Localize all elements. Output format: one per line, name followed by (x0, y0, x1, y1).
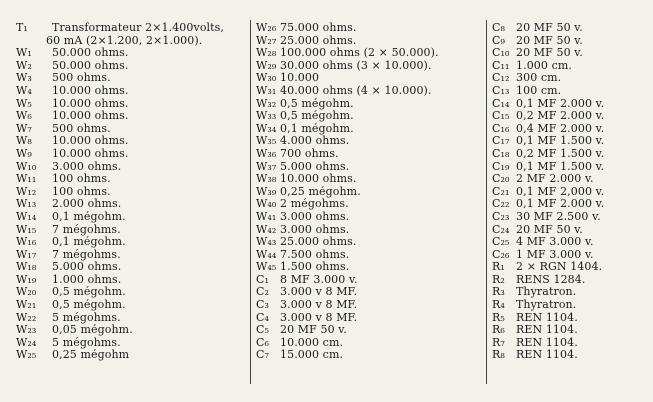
component-row (492, 186, 648, 199)
component-symbol: W₄₂ (256, 222, 277, 236)
component-row (492, 299, 648, 312)
component-value: 3.000 ohms. (280, 223, 350, 236)
component-row (492, 85, 648, 98)
component-symbol: C₆ (256, 335, 270, 349)
component-row (256, 312, 480, 325)
component-value: 20 MF 50 v. (516, 223, 583, 236)
component-value: 100 ohms. (52, 185, 111, 198)
component-row (16, 224, 248, 237)
component-symbol: W₁₇ (16, 247, 37, 261)
component-symbol: W₁₉ (16, 272, 37, 286)
component-symbol: W₂₅ (16, 348, 37, 362)
component-symbol: C₂₃ (492, 209, 510, 223)
component-row (256, 186, 480, 199)
component-value: Thyratron. (516, 286, 577, 299)
component-row (16, 349, 248, 362)
component-row (16, 186, 248, 199)
component-value: 0,25 mégohm. (280, 185, 361, 198)
component-row (492, 161, 648, 174)
component-row (492, 198, 648, 211)
component-value: 20 MF 50 v. (516, 34, 583, 47)
component-value: 10.000 cm. (280, 336, 344, 349)
component-row (492, 98, 648, 111)
component-value: 100.000 ohms (2 × 50.000). (280, 47, 439, 60)
component-symbol: R₈ (492, 348, 505, 362)
parts-column-1 (16, 22, 248, 362)
component-value: 10.000 (280, 72, 320, 85)
component-row (16, 286, 248, 299)
component-row (16, 85, 248, 98)
component-value: 1 MF 3.000 v. (516, 248, 594, 261)
component-row (492, 211, 648, 224)
component-row (256, 211, 480, 224)
component-row (492, 22, 648, 35)
component-row (16, 211, 248, 224)
component-row (16, 35, 248, 48)
component-symbol: W₃₂ (256, 96, 277, 110)
component-symbol: C₁₁ (492, 58, 510, 72)
component-symbol: W₁ (16, 46, 32, 60)
component-value: 0,1 mégohm. (280, 122, 354, 135)
component-symbol: C₉ (492, 33, 506, 47)
component-symbol: W₃₁ (256, 83, 277, 97)
component-value: 7.500 ohms. (280, 248, 350, 261)
component-symbol: W₉ (16, 146, 32, 160)
component-symbol: W₂₇ (256, 33, 277, 47)
component-symbol: W₁₅ (16, 222, 37, 236)
component-row (16, 60, 248, 73)
component-value: 0,1 MF 2.000 v. (516, 97, 605, 110)
component-value: 0,1 MF 1.500 v. (516, 160, 605, 173)
component-row (256, 261, 480, 274)
component-symbol: W₂₂ (16, 310, 37, 324)
component-value: 30 MF 2.500 v. (516, 210, 601, 223)
component-value: 7 mégohms. (52, 223, 121, 236)
component-value: 15.000 cm. (280, 349, 344, 362)
component-symbol: W₂₄ (16, 335, 37, 349)
component-value: 50.000 ohms. (52, 59, 129, 72)
component-symbol: W₃ (16, 71, 32, 85)
component-row (256, 123, 480, 136)
component-symbol: W₃₅ (256, 134, 277, 148)
component-row (492, 123, 648, 136)
component-symbol: R₃ (492, 285, 505, 299)
component-symbol: C₁₀ (492, 46, 510, 60)
component-value: 7 mégohms. (52, 248, 121, 261)
component-row (256, 274, 480, 287)
component-symbol: W₁₀ (16, 159, 37, 173)
component-symbol: C₁₆ (492, 121, 510, 135)
component-value: 5 mégohms. (52, 336, 121, 349)
component-row (492, 60, 648, 73)
component-value: 0,05 mégohm. (52, 324, 133, 337)
component-symbol: W₂₉ (256, 58, 277, 72)
component-row (16, 299, 248, 312)
component-value: 10.000 ohms. (52, 135, 129, 148)
component-value: 3.000 ohms. (280, 210, 350, 223)
component-symbol: R₅ (492, 310, 505, 324)
component-row (256, 286, 480, 299)
component-value: 0,2 MF 2.000 v. (516, 110, 605, 123)
component-row (16, 249, 248, 262)
component-row (492, 35, 648, 48)
component-row (492, 312, 648, 325)
column-divider (250, 20, 251, 384)
component-value: 3.000 ohms. (52, 160, 122, 173)
column-divider (486, 20, 487, 384)
component-symbol: W₁₃ (16, 197, 37, 211)
component-row (256, 337, 480, 350)
component-symbol: W₂₆ (256, 21, 277, 34)
component-value: 0,1 MF 2.000 v. (516, 198, 605, 211)
component-symbol: W₃₇ (256, 159, 277, 173)
component-value: 10.000 ohms. (280, 173, 357, 186)
component-row (492, 148, 648, 161)
component-symbol: C₁₇ (492, 134, 510, 148)
component-symbol: R₆ (492, 323, 505, 337)
component-value: 10.000 ohms. (52, 84, 129, 97)
component-symbol: C₁₃ (492, 83, 510, 97)
component-row (16, 198, 248, 211)
component-symbol: W₂₈ (256, 46, 277, 60)
component-row (256, 98, 480, 111)
component-value: 1.000 cm. (516, 59, 572, 72)
component-row (256, 35, 480, 48)
component-value: 0,25 mégohm (52, 349, 130, 362)
component-symbol: W₃₆ (256, 146, 277, 160)
component-row (492, 337, 648, 350)
component-symbol: W₃₃ (256, 109, 277, 123)
component-value: 2.000 ohms. (52, 198, 122, 211)
component-value: 5.000 ohms. (280, 160, 350, 173)
component-value: 30.000 ohms (3 × 10.000). (280, 59, 432, 72)
component-value: 0,1 MF 2,000 v. (516, 185, 605, 198)
component-row (256, 324, 480, 337)
component-symbol: R₄ (492, 298, 505, 312)
component-row (492, 47, 648, 60)
component-symbol: W₇ (16, 121, 32, 135)
component-row (16, 337, 248, 350)
component-symbol: C₁₂ (492, 71, 510, 85)
component-value: 10.000 ohms. (52, 147, 129, 160)
component-row (16, 148, 248, 161)
component-row (492, 110, 648, 123)
component-row (492, 173, 648, 186)
component-symbol: C₂₆ (492, 247, 510, 261)
component-row (16, 135, 248, 148)
component-value: 3.000 v 8 MF. (280, 311, 358, 324)
component-row (256, 135, 480, 148)
component-symbol: W₄₅ (256, 260, 277, 274)
component-value: REN 1104. (516, 311, 578, 324)
component-value: 0,2 MF 1.500 v. (516, 147, 605, 160)
component-value: 60 mA (2×1.200, 2×1.000). (46, 34, 203, 47)
component-value: 20 MF 50 v. (516, 47, 583, 60)
component-row (256, 72, 480, 85)
component-value: 40.000 ohms (4 × 10.000). (280, 84, 432, 97)
component-value: 0,1 MF 1.500 v. (516, 135, 605, 148)
component-row (256, 349, 480, 362)
component-value: 20 MF 50 v. (280, 324, 347, 337)
component-value: 5.000 ohms. (52, 261, 122, 274)
component-symbol: W₁₁ (16, 172, 37, 186)
component-symbol: W₁₄ (16, 209, 37, 223)
component-symbol: C₅ (256, 323, 270, 337)
component-symbol: W₄₄ (256, 247, 277, 261)
component-value: 2 mégohms. (280, 198, 349, 211)
component-value: 100 cm. (516, 84, 562, 97)
component-value: Thyratron. (516, 299, 577, 312)
component-symbol: C₂ (256, 285, 270, 299)
component-symbol: C₂₅ (492, 235, 510, 249)
component-row (492, 236, 648, 249)
component-row (256, 85, 480, 98)
component-row (492, 349, 648, 362)
component-row (492, 286, 648, 299)
component-value: 500 ohms. (52, 72, 111, 85)
component-row (16, 161, 248, 174)
component-value: 1.500 ohms. (280, 261, 350, 274)
component-row (256, 224, 480, 237)
component-symbol: W₃₀ (256, 71, 277, 85)
component-value: 4 MF 3.000 v. (516, 236, 594, 249)
component-symbol: W₄₃ (256, 235, 277, 249)
component-symbol: C₃ (256, 298, 270, 312)
component-symbol: W₆ (16, 109, 32, 123)
component-value: RENS 1284. (516, 273, 586, 286)
component-row (16, 173, 248, 186)
component-row (16, 312, 248, 325)
component-value: 10.000 ohms. (52, 110, 129, 123)
component-row (256, 249, 480, 262)
component-value: 0,1 mégohm. (52, 236, 126, 249)
component-symbol: C₈ (492, 21, 506, 34)
component-value: 2 MF 2.000 v. (516, 173, 594, 186)
component-symbol: W₄₁ (256, 209, 277, 223)
component-symbol: C₁₉ (492, 159, 510, 173)
component-row (16, 110, 248, 123)
component-value: 100 ohms. (52, 173, 111, 186)
component-symbol: C₁₄ (492, 96, 510, 110)
component-value: 0,5 mégohm. (280, 97, 354, 110)
component-row (16, 123, 248, 136)
component-symbol: C₂₄ (492, 222, 510, 236)
component-value: 300 cm. (516, 72, 562, 85)
component-row (16, 274, 248, 287)
parts-column-3 (492, 22, 648, 362)
component-value: 0,5 mégohm. (52, 286, 126, 299)
component-value: 8 MF 3.000 v. (280, 273, 358, 286)
component-row (16, 324, 248, 337)
component-symbol: W₃₉ (256, 184, 277, 198)
component-row (16, 72, 248, 85)
component-symbol: W₁₆ (16, 235, 37, 249)
component-row (492, 261, 648, 274)
component-value: Transformateur 2×1.400volts, (52, 22, 225, 34)
component-row (256, 22, 480, 35)
component-row (256, 148, 480, 161)
component-row (492, 224, 648, 237)
component-row (492, 135, 648, 148)
component-value: 3.000 v 8 MF. (280, 286, 358, 299)
component-symbol: R₁ (492, 260, 505, 274)
component-value: 0,5 mégohm. (52, 299, 126, 312)
component-row (256, 173, 480, 186)
component-value: 2 × RGN 1404. (516, 261, 603, 274)
component-row (16, 47, 248, 60)
component-row (16, 22, 248, 35)
component-row (492, 274, 648, 287)
component-value: REN 1104. (516, 349, 578, 362)
component-row (492, 72, 648, 85)
component-value: 10.000 ohms. (52, 97, 129, 110)
component-row (256, 47, 480, 60)
component-symbol: C₂₀ (492, 172, 510, 186)
component-value: 75.000 ohms. (280, 22, 357, 34)
component-value: 0,1 mégohm. (52, 210, 126, 223)
component-symbol: R₂ (492, 272, 505, 286)
component-symbol: W₁₂ (16, 184, 37, 198)
component-row (16, 261, 248, 274)
component-row (256, 236, 480, 249)
component-value: 25.000 ohms. (280, 236, 357, 249)
component-row (256, 299, 480, 312)
component-symbol: C₂₂ (492, 197, 510, 211)
component-row (256, 110, 480, 123)
component-symbol: R₇ (492, 335, 505, 349)
component-symbol: W₈ (16, 134, 32, 148)
component-symbol: W₅ (16, 96, 32, 110)
component-symbol: C₁₅ (492, 109, 510, 123)
component-row (256, 161, 480, 174)
component-value: 500 ohms. (52, 122, 111, 135)
component-value: 0,5 mégohm. (280, 110, 354, 123)
component-symbol: W₃₄ (256, 121, 277, 135)
component-value: 700 ohms. (280, 147, 339, 160)
component-symbol: W₂₃ (16, 323, 37, 337)
component-symbol: W₄ (16, 83, 32, 97)
component-row (256, 198, 480, 211)
parts-column-2 (256, 22, 480, 362)
component-row (16, 236, 248, 249)
component-value: 3.000 v 8 MF. (280, 299, 358, 312)
component-symbol: W₂₀ (16, 285, 37, 299)
component-symbol: T₁ (16, 21, 28, 34)
component-row (492, 324, 648, 337)
component-symbol: C₁₈ (492, 146, 510, 160)
component-symbol: C₄ (256, 310, 270, 324)
component-row (492, 249, 648, 262)
component-value: 0,4 MF 2.000 v. (516, 122, 605, 135)
component-value: 25.000 ohms. (280, 34, 357, 47)
component-value: REN 1104. (516, 324, 578, 337)
component-value: 20 MF 50 v. (516, 22, 583, 34)
component-value: 1.000 ohms. (52, 273, 122, 286)
component-value: 5 mégohms. (52, 311, 121, 324)
component-symbol: W₄₀ (256, 197, 277, 211)
component-symbol: W₂ (16, 58, 32, 72)
component-symbol: W₁₈ (16, 260, 37, 274)
component-row (256, 60, 480, 73)
component-row (16, 98, 248, 111)
component-symbol: C₁ (256, 272, 270, 286)
component-symbol: W₂₁ (16, 298, 37, 312)
component-symbol: C₂₁ (492, 184, 510, 198)
component-value: REN 1104. (516, 336, 578, 349)
component-symbol: W₃₈ (256, 172, 277, 186)
component-symbol: C₇ (256, 348, 270, 362)
component-value: 4.000 ohms. (280, 135, 350, 148)
component-value: 50.000 ohms. (52, 47, 129, 60)
